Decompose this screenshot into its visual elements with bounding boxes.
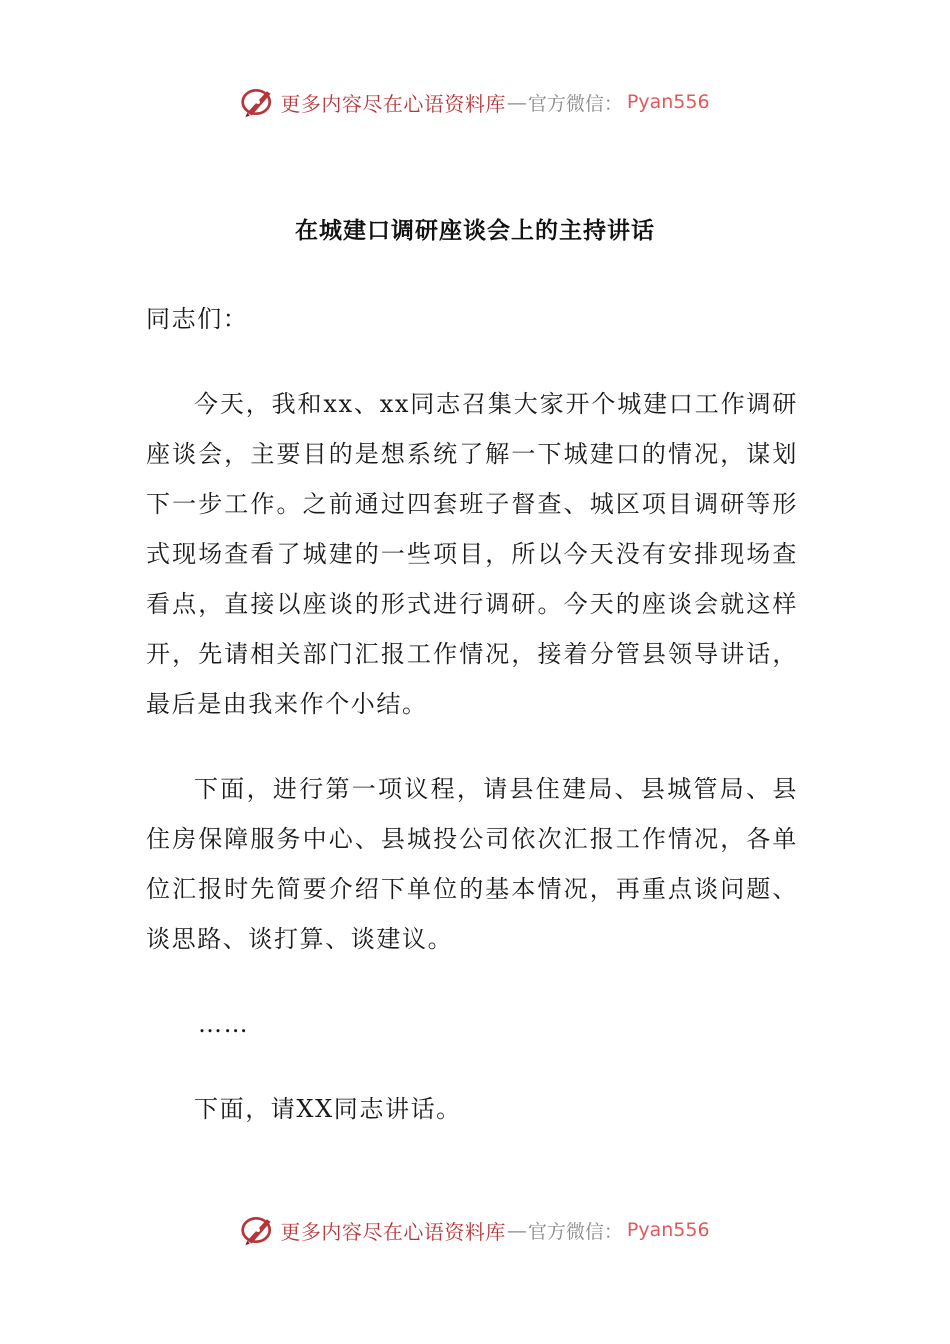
watermark-official-label: 官方微信： <box>527 92 623 115</box>
pen-logo-icon <box>240 84 276 120</box>
paragraph-agenda: 下面，进行第一项议程，请县住建局、县城管局、县住房保障服务中心、县城投公司依次汇报工作情况，各单位汇报时先简要介绍下单位的基本情况，再重点谈问题、谈思路、谈打算、谈建议。 <box>146 775 798 953</box>
watermark-official-label: 官方微信： <box>527 1220 623 1243</box>
watermark-text: 更多内容尽在心语资料库 <box>280 91 506 116</box>
watermark-text: 更多内容尽在心语资料库 <box>280 1219 506 1244</box>
ellipsis: …… <box>198 1010 250 1038</box>
watermark-separator: — <box>506 1218 527 1242</box>
footer-watermark <box>0 1210 950 1250</box>
pen-logo-icon <box>240 1212 276 1248</box>
watermark-wechat-id: Pyan556 <box>626 91 710 113</box>
closing-line: 下面，请XX同志讲话。 <box>194 1095 462 1123</box>
watermark-separator: — <box>506 90 527 114</box>
document-body <box>146 294 798 1169</box>
salutation: 同志们： <box>146 305 249 333</box>
header-watermark <box>0 82 950 122</box>
watermark-wechat-id: Pyan556 <box>626 1219 710 1241</box>
document-title: 在城建口调研座谈会上的主持讲话 <box>295 218 655 244</box>
paragraph-intro: 今天，我和xx、xx同志召集大家开个城建口工作调研座谈会，主要目的是想系统了解一下城建口的情况，谋划下一步工作。之前通过四套班子督查、城区项目调研等形式现场查看了城建的一些项目，所以今天没有安排现场查看点，直接以座谈的形式进行调研。今天的座谈会就这样开，先请相关部门汇报工作情况，接着分管县领导讲话，最后是由我来作个小结。 <box>146 390 798 718</box>
